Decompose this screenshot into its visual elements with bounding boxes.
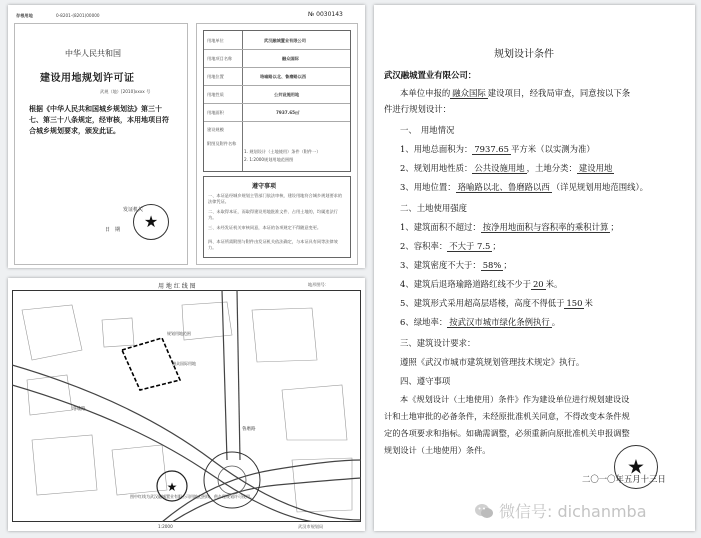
table-value-area: 7937.65㎡ bbox=[276, 110, 300, 115]
attachment-item: 1. 规划设计（土地使用）条件（附件一） bbox=[244, 149, 321, 154]
conditions-title: 规划设计条件 bbox=[494, 49, 554, 60]
setback-value: 20 bbox=[532, 279, 544, 289]
land-area-line: 1、用地总面积为： 7937.65 平方米（以实测为准） bbox=[400, 144, 595, 154]
map-label: 融众国际用地 bbox=[172, 361, 196, 366]
site-map-document bbox=[8, 278, 365, 531]
green-ratio-line: 6、绿地率： 按武汉市城市绿化条例执行 。 bbox=[400, 317, 561, 327]
section-3-heading: 三、建筑设计要求： bbox=[400, 338, 476, 348]
permit-left-panel bbox=[14, 23, 188, 265]
land-nature-line: 2、规划用地性质： 公共设施用地 ，土地分类： 建设用地 bbox=[400, 163, 613, 173]
green-ratio-value: 按武汉市城市绿化条例执行 bbox=[449, 317, 550, 327]
table-value-project: 融众国际 bbox=[282, 56, 299, 61]
setback-line: 4、建筑后退珞瑜路道路红线不少于 20 米。 bbox=[400, 279, 563, 289]
permit-serial-number: № 0030143 bbox=[308, 11, 343, 18]
watermark bbox=[474, 499, 647, 522]
svg-text:★: ★ bbox=[166, 480, 178, 494]
intro-line: 本单位申报的 融众国际 建设项目，经我局审查，同意按以下条 bbox=[400, 88, 631, 98]
official-seal-icon: ★ bbox=[133, 204, 169, 240]
permit-header-number: 0-8201-(8201)00000 bbox=[56, 13, 100, 18]
gfa-value: 按净用地面积与容积率的乘积计算 bbox=[482, 222, 609, 232]
gfa-line: 1、建筑面积不超过： 按净用地面积与容积率的乘积计算 ； bbox=[400, 222, 619, 232]
notice-title: 遵守事项 bbox=[252, 183, 277, 190]
conditions-addressee: 武汉融城置业有限公司： bbox=[384, 70, 477, 80]
permit-document bbox=[8, 5, 365, 268]
map-label: 鲁磨路 bbox=[242, 427, 256, 432]
wechat-icon bbox=[474, 503, 494, 519]
intro-line-2: 件进行规划设计： bbox=[384, 104, 451, 114]
permit-issuer-label: 发证机关 bbox=[123, 207, 144, 213]
notice-item: 一、本证是经城乡规划主管部门依法审核，建设用地符合城乡规划要求的法律凭证。 bbox=[208, 193, 343, 204]
obey-line: 计和土地审批的必备条件，未经原批准机关同意，不得改变本条件规 bbox=[384, 411, 630, 421]
section-2-heading: 二、土地使用强度 bbox=[400, 203, 467, 213]
permit-body-text: 根据《中华人民共和国城乡规划法》第三十七、第三十八条规定，经审核，本用地项目符合城乡规划要求，颁发此证。 bbox=[29, 105, 169, 135]
land-nature-value: 公共设施用地 bbox=[474, 163, 525, 173]
map-note: 图中红线为武汉融城置业有限公司用地范围线，供办理规划许可使用。 bbox=[130, 494, 254, 499]
notice-item: 四、本证所需附图与附件由发证机关依法确定，与本证具有同等法律效力。 bbox=[208, 239, 338, 250]
map-title: 用 地 红 线 图 bbox=[158, 283, 196, 290]
table-label-nature: 用地性质 bbox=[207, 92, 224, 97]
table-label-unit: 用地单位 bbox=[207, 38, 224, 43]
permit-header-label: 存根用地 bbox=[16, 13, 33, 18]
table-label-location: 用地位置 bbox=[207, 74, 224, 79]
table-label-project: 用地项目名称 bbox=[207, 56, 233, 61]
table-value-unit: 武汉融城置业有限公司 bbox=[264, 38, 306, 43]
table-label-area: 用地面积 bbox=[207, 110, 224, 115]
map-top-right-label: 地形图号： bbox=[308, 282, 329, 287]
map-scale: 1:2000 bbox=[158, 524, 173, 529]
far-value: 不大于 7.5 bbox=[449, 241, 491, 251]
coverage-line: 3、建筑密度不大于： 58% ； bbox=[400, 260, 512, 270]
attachments-label: 附图及附件名称 bbox=[207, 141, 237, 146]
height-value: 150 bbox=[566, 298, 583, 308]
permit-info-table bbox=[203, 30, 351, 172]
land-area-value: 7937.65 bbox=[474, 144, 509, 154]
permit-ref-number: 武规（地）[2010]xxxx 号 bbox=[100, 89, 151, 94]
map-label: 珞喻路 bbox=[72, 407, 86, 412]
site-map-drawing bbox=[12, 290, 361, 522]
table-value-nature: 公共设施用地 bbox=[274, 92, 300, 97]
section-1-heading: 一、 用地情况 bbox=[400, 125, 455, 135]
conditions-date: 二〇一〇年五月十三日 bbox=[582, 474, 666, 484]
permit-date-label: 日 期 bbox=[105, 227, 121, 233]
section-4-heading: 四、遵守事项 bbox=[400, 376, 451, 386]
coverage-value: 58% bbox=[482, 260, 502, 270]
obey-line: 定的各项要求和指标。如确需调整，必须重新向原批准机关申报调整 bbox=[384, 428, 630, 438]
map-label: 规划用地范围 bbox=[167, 331, 191, 336]
notice-item: 三、未经发证机关审核同意，本证的各项规定不得随意变更。 bbox=[208, 225, 322, 230]
project-name: 融众国际 bbox=[452, 88, 486, 98]
table-value-location: 珞喻路以北、鲁磨路以西 bbox=[260, 74, 307, 79]
obey-line: 本《规划设计（土地使用）条件》作为建设单位进行规划建设设 bbox=[400, 394, 630, 404]
design-requirement: 遵照《武汉市城市建筑规划管理技术规定》执行。 bbox=[400, 357, 585, 367]
watermark-text: 微信号: dichanmba bbox=[499, 502, 647, 521]
height-line: 5、建筑形式采用超高层塔楼，高度不得低于 150 米 bbox=[400, 298, 593, 308]
attachment-item: 2. 1:2000规划用地范围图 bbox=[244, 157, 294, 162]
land-location-line: 3、用地位置： 珞喻路以北、鲁磨路以西 （详见规划用地范围线）。 bbox=[400, 182, 649, 192]
permit-country: 中华人民共和国 bbox=[65, 49, 121, 58]
permit-notice-box bbox=[203, 176, 351, 258]
permit-right-panel bbox=[196, 23, 358, 265]
land-class-value: 建设用地 bbox=[578, 163, 613, 173]
land-location-value: 珞喻路以北、鲁磨路以西 bbox=[457, 182, 550, 192]
permit-title: 建设用地规划许可证 bbox=[40, 73, 135, 84]
table-label-scale: 建设规模 bbox=[207, 127, 224, 132]
map-bottom-right-label: 武汉市规划局 bbox=[298, 524, 324, 529]
official-seal-icon: ★ bbox=[614, 445, 658, 489]
notice-item: 二、未取得本证，而取得建设用地批准文件、占用土地的，均属违法行为。 bbox=[208, 209, 338, 220]
far-line: 2、容积率： 不大于 7.5 ； bbox=[400, 241, 501, 251]
obey-line: 规划设计（土地使用）条件。 bbox=[384, 445, 491, 455]
planning-conditions-document bbox=[374, 5, 695, 531]
